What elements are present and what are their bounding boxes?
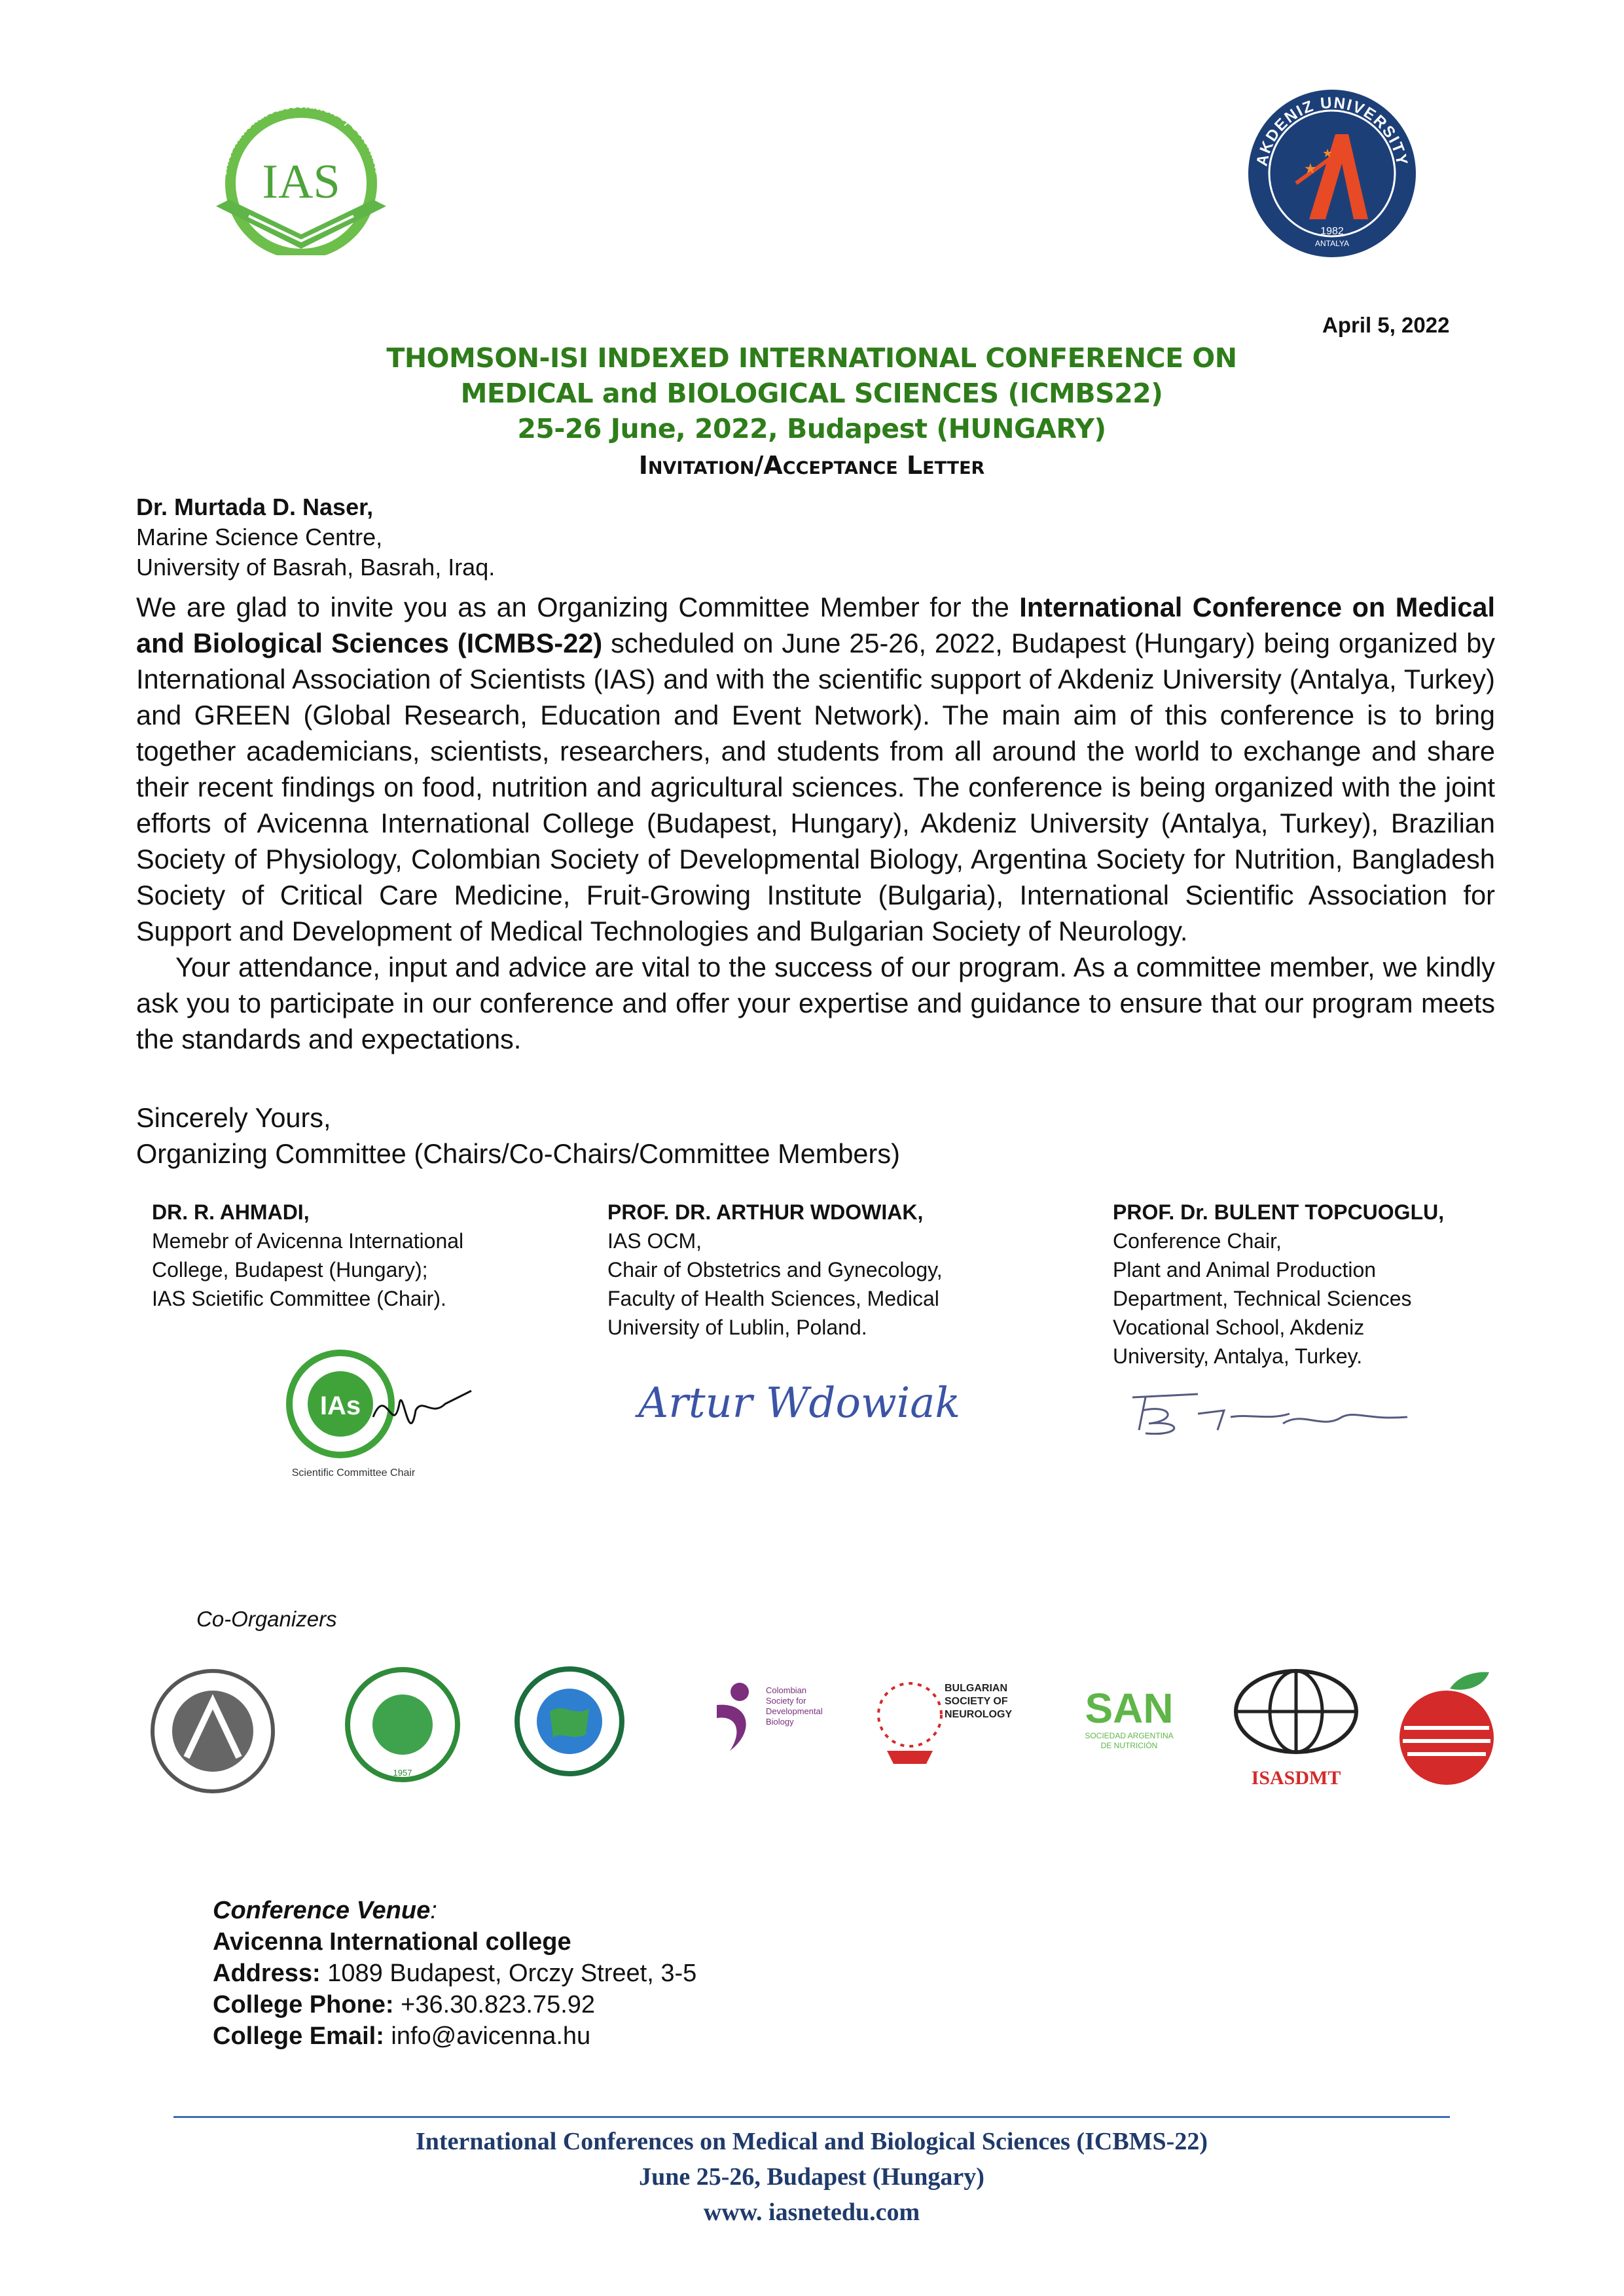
venue-heading: Conference Venue [213,1897,431,1924]
closing-committee: Organizing Committee (Chairs/Co-Chairs/Committee Members) [136,1138,900,1169]
venue-name: Avicenna International college [213,1928,571,1956]
footer [196,2124,1427,2230]
brazil-year: 1957 [393,1768,412,1778]
signatory-topcuoglu [1113,1198,1571,1371]
signatory-line: Conference Chair, [1113,1229,1282,1253]
isasdmt-text: ISASDMT [1251,1767,1341,1789]
globe-society-logo [514,1666,625,1777]
akdeniz-city: ANTALYA [1314,239,1350,248]
bulgarian-line: NEUROLOGY [945,1709,1013,1720]
venue-heading-colon: : [430,1897,437,1924]
conference-venue [213,1895,696,2052]
venue-email: info@avicenna.hu [384,2022,591,2050]
recipient-name: Dr. Murtada D. Naser, [136,493,374,520]
signatory-line: Department, Technical Sciences [1113,1287,1412,1310]
venue-email-label: College Email: [213,2022,384,2050]
san-text: SAN [1085,1685,1174,1732]
signatory-line: IAS Scietific Committee (Chair). [152,1287,446,1310]
venue-address: 1089 Budapest, Orczy Street, 3-5 [320,1960,697,1987]
ias-seal-stamp [275,1345,491,1482]
san-sub-1: SOCIEDAD ARGENTINA [1085,1731,1174,1740]
san-logo [1064,1685,1195,1777]
topcuoglu-signature [1119,1384,1420,1443]
signatory-line: Plant and Animal Production [1113,1258,1377,1282]
colombian-line: Developmental [766,1706,823,1716]
signatory-line: Faculty of Health Sciences, Medical [607,1287,939,1310]
footer-divider [173,2116,1450,2118]
san-sub-2: DE NUTRICIÓN [1100,1741,1158,1750]
akdeniz-ring-text: AKDENIZ UNIVERSITY [1253,94,1411,168]
signatory-line: College, Budapest (Hungary); [152,1258,428,1282]
recipient-block [136,492,495,583]
svg-text:★: ★ [1322,147,1333,160]
letter-type: Invitation/Acceptance Letter [638,451,985,480]
body-p1-details: scheduled on June 25-26, 2022, Budapest (Hungary) being organized by International Association of Scientists (IAS) and with the scientific support of Akdeniz University (Antalya, Turkey) and GREEN (Global Research, Education and Event Network). The main aim of this conference is to bring together academicians, scientists, researchers, and students from all around the world to exchange and share their recent findings on food, nutrition and agricultural sciences. The conference is being organized with the joint efforts of Avicenna International College (Budapest, Hungary), Akdeniz University (Antalya, Turkey), Brazilian Society of Physiology, Colombian Society of Developmental Biology, Argentina Society for Nutrition, Bangladesh Society of Critical Care Medicine, Fruit-Growing Institute (Bulgaria), International Scientific Association for Support and Development of Medical Technologies and Bulgarian Society of Neurology. [136,628,1495,946]
footer-line-2: June 25-26, Budapest (Hungary) [639,2163,984,2191]
ias-ring-text: International Association of Scientists [213,95,389,176]
signatory-line: Memebr of Avicenna International [152,1229,464,1253]
body-paragraph-1 [136,589,1495,949]
signatory-line: IAS OCM, [607,1229,702,1253]
title-line-3: 25-26 June, 2022, Budapest (HUNGARY) [517,413,1106,444]
ias-logo [196,85,406,255]
avicenna-logo [147,1666,278,1797]
wdowiak-signature [632,1365,985,1443]
signatory-ahmadi [152,1198,545,1313]
coorganizers-logos [147,1666,1535,1797]
signatory-name: DR. R. AHMADI, [152,1200,310,1224]
closing-salutation: Sincerely Yours, [136,1102,331,1133]
seal-text: IAs [319,1391,361,1420]
title-line-2: MEDICAL and BIOLOGICAL SCIENCES (ICMBS22) [460,378,1163,409]
body-paragraph-2: Your attendance, input and advice are vital to the success of our program. As a committee member, we kindly ask you to participate in our conference and offer your expertise and guidance to ensure that our program meets the standards and expectations. [136,952,1495,1054]
wdowiak-signature-text: Artur Wdowiak [638,1379,961,1427]
letter-body [136,589,1495,1057]
akdeniz-university-logo [1244,85,1420,262]
brazilian-physiology-logo [344,1666,461,1784]
footer-line-1: International Conferences on Medical and Biological Sciences (ICBMS-22) [416,2128,1208,2155]
isasdmt-logo [1227,1666,1365,1797]
colombian-society-logo [704,1679,848,1777]
colombian-line: Colombian [766,1685,807,1695]
ias-logo-text: IAS [262,155,340,209]
coorganizers-label: Co-Organizers [196,1607,337,1631]
seal-caption: Scientific Committee Chair [291,1467,416,1479]
body-p1-intro: We are glad to invite you as an Organizing Committee Member for the [136,592,1020,622]
venue-phone-label: College Phone: [213,1991,394,2018]
signatory-line: University, Antalya, Turkey. [1113,1344,1363,1368]
bulgarian-line: SOCIETY OF [945,1696,1008,1707]
signatory-line: Vocational School, Akdeniz [1113,1316,1365,1339]
venue-address-label: Address: [213,1960,321,1987]
signatory-name: PROF. Dr. BULENT TOPCUOGLU, [1113,1200,1445,1224]
colombian-line: Society for [766,1696,806,1706]
title-line-1: THOMSON-ISI INDEXED INTERNATIONAL CONFERENCE ON [386,342,1237,374]
signatory-name: PROF. DR. ARTHUR WDOWIAK, [607,1200,924,1224]
signatory-wdowiak [607,1198,1066,1342]
letter-date: April 5, 2022 [1322,313,1450,337]
recipient-affiliation-1: Marine Science Centre, [136,524,383,550]
footer-website: www. iasnetedu.com [703,2198,920,2226]
svg-text:★: ★ [1304,160,1317,177]
body-p1-conference-name: International Conference on Medical and Biological Sciences (ICMBS-22) [136,592,1496,658]
conference-title [196,340,1427,484]
bulgarian-line: BULGARIAN [945,1683,1007,1694]
akdeniz-year: 1982 [1320,226,1344,237]
signatory-line: University of Lublin, Poland. [607,1316,867,1339]
colombian-line: Biology [766,1717,794,1727]
recipient-affiliation-2: University of Basrah, Basrah, Iraq. [136,554,496,581]
venue-phone: +36.30.823.75.92 [393,1991,596,2018]
signatory-line: Chair of Obstetrics and Gynecology, [607,1258,943,1282]
closing-block [136,1100,900,1172]
fruit-growing-institute-logo [1391,1666,1502,1790]
bulgarian-neurology-logo [874,1672,1031,1784]
